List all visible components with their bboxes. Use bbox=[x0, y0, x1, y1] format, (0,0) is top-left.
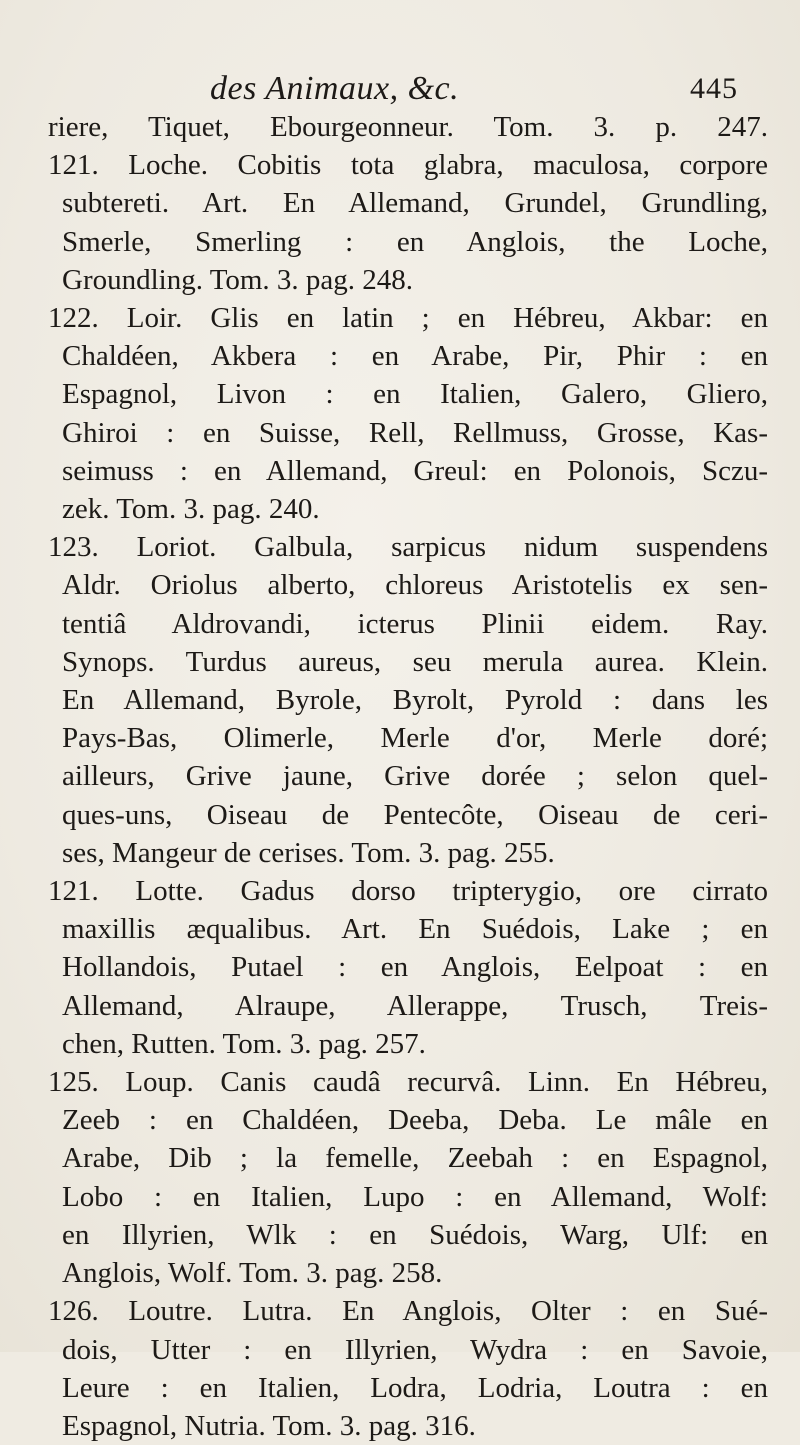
text-line: dois, Utter : en Illyrien, Wydra : en Savoie, bbox=[62, 1333, 768, 1366]
text-line: Smerle, Smerling : en Anglois, the Loche, bbox=[62, 225, 768, 258]
text-line: Anglois, Wolf. Tom. 3. pag. 258. bbox=[62, 1257, 443, 1290]
text-line: tentiâ Aldrovandi, icterus Plinii eidem. Ray. bbox=[62, 607, 768, 640]
entry-loir: 122. Loir. Glis en latin ; en Hébreu, Akbar: en bbox=[48, 302, 768, 335]
text-line: ailleurs, Grive jaune, Grive dorée ; selon quel- bbox=[62, 760, 768, 793]
text-line: zek. Tom. 3. pag. 240. bbox=[62, 493, 320, 526]
text-line: En Allemand, Byrole, Byrolt, Pyrold : dans les bbox=[62, 684, 768, 717]
text-line: Allemand, Alraupe, Allerappe, Trusch, Treis- bbox=[62, 989, 768, 1022]
body-text bbox=[48, 108, 768, 1445]
text-line: Groundling. Tom. 3. pag. 248. bbox=[62, 263, 414, 296]
text-line: subtereti. Art. En Allemand, Grundel, Grundling, bbox=[62, 187, 768, 220]
text-line: Hollandois, Putael : en Anglois, Eelpoat : en bbox=[62, 951, 768, 984]
running-title: des Animaux, &c. bbox=[210, 70, 460, 107]
text-line: Aldr. Oriolus alberto, chloreus Aristotelis ex sen- bbox=[62, 569, 768, 602]
text-line: Zeeb : en Chaldéen, Deeba, Deba. Le mâle en bbox=[62, 1104, 768, 1137]
text-line: riere, Tiquet, Ebourgeonneur. Tom. 3. p. 247. bbox=[48, 111, 768, 143]
entry-loutre: 126. Loutre. Lutra. En Anglois, Olter : en Sué- bbox=[48, 1295, 768, 1328]
text-line: Ghiroi : en Suisse, Rell, Rellmuss, Grosse, Kas- bbox=[62, 416, 768, 449]
text-line: Pays-Bas, Olimerle, Merle d'or, Merle doré; bbox=[62, 722, 768, 755]
text-line: Arabe, Dib ; la femelle, Zeebah : en Espagnol, bbox=[62, 1142, 768, 1175]
entry-loche: 121. Loche. Cobitis tota glabra, maculosa, corpore bbox=[48, 149, 768, 182]
entry-lotte: 121. Lotte. Gadus dorso tripterygio, ore cirrato bbox=[48, 875, 768, 908]
text-line: Espagnol, Livon : en Italien, Galero, Gliero, bbox=[62, 378, 768, 411]
page-number: 445 bbox=[690, 72, 738, 105]
text-line: ses, Mangeur de cerises. Tom. 3. pag. 255. bbox=[62, 836, 555, 869]
text-line: Synops. Turdus aureus, seu merula aurea. Klein. bbox=[62, 645, 768, 678]
text-line: Leure : en Italien, Lodra, Lodria, Loutra : en bbox=[62, 1371, 768, 1404]
entry-loup: 125. Loup. Canis caudâ recurvâ. Linn. En Hébreu, bbox=[48, 1066, 768, 1099]
text-line: maxillis æqualibus. Art. En Suédois, Lake ; en bbox=[62, 913, 768, 946]
text-line: seimuss : en Allemand, Greul: en Polonois, Sczu- bbox=[62, 454, 768, 487]
text-line: Lobo : en Italien, Lupo : en Allemand, Wolf: bbox=[62, 1180, 768, 1213]
text-line: chen, Rutten. Tom. 3. pag. 257. bbox=[62, 1027, 426, 1060]
entry-loriot: 123. Loriot. Galbula, sarpicus nidum suspendens bbox=[48, 531, 768, 564]
text-line: en Illyrien, Wlk : en Suédois, Warg, Ulf: en bbox=[62, 1218, 768, 1251]
text-line: ques-uns, Oiseau de Pentecôte, Oiseau de ceri- bbox=[62, 798, 768, 831]
text-line: Chaldéen, Akbera : en Arabe, Pir, Phir : en bbox=[62, 340, 768, 373]
text-line: Espagnol, Nutria. Tom. 3. pag. 316. bbox=[62, 1409, 476, 1442]
